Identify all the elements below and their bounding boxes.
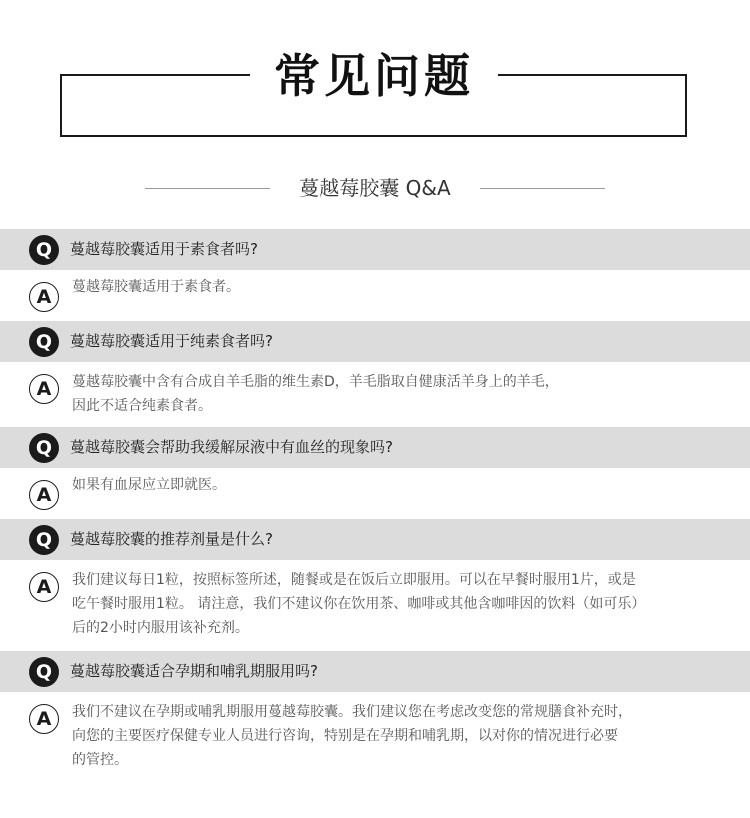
answer-line: 我们建议每日1粒，按照标签所述，随餐或是在饭后立即服用。可以在早餐时服用1片，或是 — [72, 572, 636, 588]
answer-badge-icon: A — [29, 374, 59, 404]
faq-question-row — [0, 651, 750, 692]
question-badge-icon: Q — [29, 235, 59, 265]
answer-line: 向您的主要医疗保健专业人员进行咨询，特别是在孕期和哺乳期，以对你的情况进行必要 — [72, 728, 618, 744]
answer-badge-icon: A — [29, 572, 59, 602]
faq-answer-row — [0, 362, 750, 427]
answer-line: 因此不适合纯素食者。 — [72, 398, 212, 414]
answer-line: 如果有血尿应立即就医。 — [72, 477, 226, 493]
faq-answer-text — [72, 568, 722, 640]
faq-question-text: 蔓越莓胶囊适用于纯素食者吗? — [70, 332, 273, 350]
page-subtitle: 蔓越莓胶囊 Q&A — [299, 176, 451, 200]
answer-badge-icon: A — [29, 282, 59, 312]
faq-answer-row — [0, 560, 750, 651]
faq-question-row — [0, 519, 750, 560]
faq-question-text: 蔓越莓胶囊适合孕期和哺乳期服用吗? — [70, 662, 318, 680]
answer-line: 蔓越莓胶囊适用于素食者。 — [72, 279, 240, 295]
answer-line: 后的2小时内服用该补充剂。 — [72, 620, 249, 636]
faq-question-text: 蔓越莓胶囊的推荐剂量是什么? — [70, 530, 273, 548]
faq-answer-row — [0, 468, 750, 519]
faq-question-row — [0, 321, 750, 362]
faq-answer-text — [72, 700, 722, 772]
answer-badge-icon: A — [29, 704, 59, 734]
faq-question-text: 蔓越莓胶囊适用于素食者吗? — [70, 240, 258, 258]
faq-list — [0, 229, 750, 787]
faq-answer-text — [72, 275, 722, 299]
question-badge-icon: Q — [29, 657, 59, 687]
title-rule-left — [60, 74, 250, 76]
answer-badge-icon: A — [29, 480, 59, 510]
title-rule-right — [498, 74, 687, 76]
faq-question-row — [0, 427, 750, 468]
faq-answer-text — [72, 473, 722, 497]
answer-line: 吃午餐时服用1粒。 请注意，我们不建议你在饮用茶、咖啡或其他含咖啡因的饮料（如可乐） — [72, 596, 646, 612]
subtitle-rule-right — [480, 188, 605, 189]
question-badge-icon: Q — [29, 525, 59, 555]
faq-question-text: 蔓越莓胶囊会帮助我缓解尿液中有血丝的现象吗? — [70, 438, 393, 456]
faq-answer-row — [0, 692, 750, 787]
faq-answer-row — [0, 270, 750, 321]
faq-answer-text — [72, 370, 722, 418]
answer-line: 我们不建议在孕期或哺乳期服用蔓越莓胶囊。我们建议您在考虑改变您的常规膳食补充时， — [72, 704, 632, 720]
question-badge-icon: Q — [29, 327, 59, 357]
faq-question-row — [0, 229, 750, 270]
answer-line: 蔓越莓胶囊中含有合成自羊毛脂的维生素D，羊毛脂取自健康活羊身上的羊毛， — [72, 374, 559, 390]
question-badge-icon: Q — [29, 433, 59, 463]
subtitle-rule-left — [145, 188, 270, 189]
answer-line: 的管控。 — [72, 752, 128, 768]
page-title: 常见问题 — [274, 49, 474, 103]
